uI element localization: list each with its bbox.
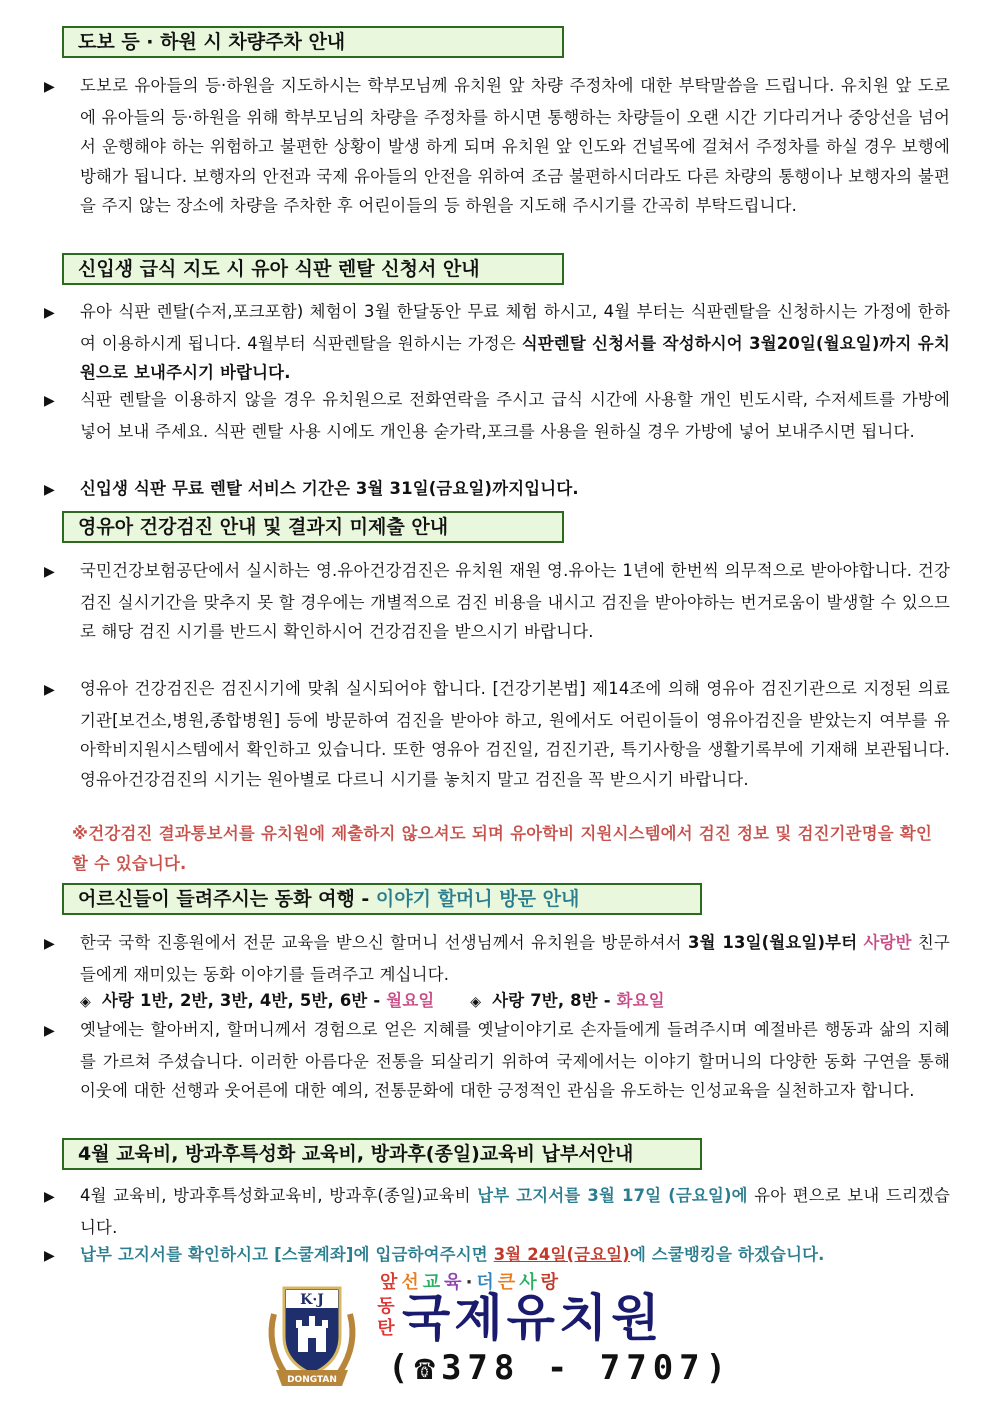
bullet-icon: ▶ bbox=[44, 305, 55, 321]
kindergarten-logo-block bbox=[262, 1268, 733, 1398]
slogan-char: 선 bbox=[401, 1272, 423, 1293]
tuition-paragraph-1: ▶ 4월 교육비, 방과후특성화교육비, 방과후(종일)교육비 납부 고지서를 3월 17일 (금요일)에 유아 편으로 보내 드리겠습니다. bbox=[62, 1181, 950, 1242]
bullet-icon: ▶ bbox=[44, 79, 55, 95]
bullet-icon: ▶ bbox=[44, 564, 55, 580]
svg-text:DONGTAN: DONGTAN bbox=[287, 1375, 337, 1385]
bullet-icon: ▶ bbox=[44, 482, 55, 498]
health-check-paragraph-2: ▶ 영유아 건강검진은 검진시기에 맞춰 실시되어야 합니다. [건강기본법] 제14조에 의해 영유아 검진기관으로 지정된 의료기관[보건소,병원,종합병원] 등에 방문하여 검진을 받아야 하고, 원에서도 어린이들이 영유아검진을 받았는지 여부를 유아학비지원시스템에서 확인하고 있습니다. 또한 영유아 검진일, 검진기관, 특기사항을 생활기록부에 기재해 보관됩니다. 영유아건강검진의 시기는 원아별로 다르니 시기를 놓치지 말고 검진을 꼭 받으시기 바랍니다. bbox=[62, 674, 950, 794]
slogan-char: 교 bbox=[422, 1272, 445, 1293]
storytelling-paragraph-1: ▶ 한국 국학 진흥원에서 전문 교육을 받으신 할머니 선생님께서 유치원을 방문하셔서 3월 13일(월요일)부터 사랑반 친구들에게 재미있는 동화 이야기를 들려주고 계십니다. bbox=[62, 928, 950, 989]
slogan-char: 랑 bbox=[540, 1272, 562, 1293]
slogan-char: 사 bbox=[519, 1272, 541, 1293]
kindergarten-crest-icon bbox=[262, 1274, 362, 1394]
diamond-icon: ◈ bbox=[80, 994, 91, 1010]
parking-paragraph: ▶ 도보로 유아들의 등·하원을 지도하시는 학부모님께 유치원 앞 차량 주정차에 대한 부탁말씀을 드립니다. 유치원 앞 도로에 유아들의 등·하원을 위해 학부모님의 차량을 주정차를 하시면 통행하는 차량들이 오랜 시간 기다리거나 중앙선을 넘어서 운행해야 하는 위험하고 불편한 상황이 발생 하게 되며 유치원 앞 인도와 건널목에 걸쳐서 주정차를 하실 경우 보행에 방해가 됩니다. 보행자의 안전과 국제 유아들의 안전을 위하여 조금 불편하시더라도 다른 차량의 통행이나 보행자의 불편을 주지 않는 장소에 차량을 주차한 후 어린이들의 등 하원을 지도해 주시기를 간곡히 부탁드립니다. bbox=[62, 71, 950, 221]
bullet-icon: ▶ bbox=[44, 682, 55, 698]
meal-rental-paragraph-2: ▶ 식판 렌탈을 이용하지 않을 경우 유치원으로 전화연락을 주시고 급식 시간에 사용할 개인 빈도시락, 수저세트를 가방에 넣어 보내 주세요. 식판 렌탈 사용 시에도 개인용 숟가락,포크를 사용을 원하실 경우 가방에 넣어 보내주시면 됩니다. bbox=[62, 385, 950, 446]
tuition-paragraph-2: ▶ 납부 고지서를 확인하시고 [스쿨계좌]에 입금하여주시면 3월 24일(금요일)에 스쿨뱅킹을 하겠습니다. bbox=[62, 1240, 950, 1272]
section-header-health-check: 영유아 건강검진 안내 및 결과지 미제출 안내 bbox=[62, 511, 564, 543]
health-check-note: ※건강검진 결과통보서를 유치원에 제출하지 않으셔도 되며 유아학비 지원시스템에서 검진 정보 및 검진기관명을 확인 할 수 있습니다. bbox=[72, 824, 932, 873]
section-header-meal-rental: 신입생 급식 지도 시 유아 식판 렌탈 신청서 안내 bbox=[62, 253, 564, 285]
meal-rental-paragraph-1: ▶ 유아 식판 렌탈(수저,포크포함) 체험이 3월 한달동안 무료 체험 하시고, 4월 부터는 식판렌탈을 신청하시는 가정에 한하여 이용하시게 됩니다. 4월부터 식판렌탈을 원하시는 가정은 식판렌탈 신청서를 작성하시어 3월20일(월요일)까지 유치원으로 보내주시기 바랍니다. bbox=[62, 297, 950, 388]
slogan-char: · bbox=[465, 1272, 477, 1293]
section-header-storytelling: 어르신들이 들려주시는 동화 여행 - 이야기 할머니 방문 안내 bbox=[62, 883, 702, 915]
storytelling-schedule: ◈ 사랑 1반, 2반, 3반, 4반, 5반, 6반 - 월요일 ◈ 사랑 7반, 8반 - 화요일 bbox=[62, 986, 932, 1018]
slogan-char: 육 bbox=[444, 1272, 466, 1293]
dongtan-label: 동 탄 bbox=[377, 1296, 395, 1339]
bullet-icon: ▶ bbox=[44, 393, 55, 409]
bullet-icon: ▶ bbox=[44, 1189, 55, 1205]
storytelling-paragraph-2: ▶ 옛날에는 할아버지, 할머니께서 경험으로 얻은 지혜를 옛날이야기로 손자들에게 들려주시며 예절바른 행동과 삶의 지혜를 가르쳐 주셨습니다. 이러한 아름다운 전통을 되살리기 위하여 국제에서는 이야기 할머니의 다양한 동화 구연을 통해 이웃에 대한 선행과 웃어른에 대한 예의, 전통문화에 대한 긍정적인 관심을 유도하는 인성교육을 실천하고자 합니다. bbox=[62, 1015, 950, 1106]
health-check-paragraph-1: ▶ 국민건강보험공단에서 실시하는 영.유아건강검진은 유치원 재원 영.유아는 1년에 한번씩 의무적으로 받아야합니다. 건강검진 실시기간을 맞추지 못 할 경우에는 개별적으로 검진 비용을 내시고 검진을 받아야하는 번거로움이 발생할 수 있으므로 해당 검진 시기를 반드시 확인하시어 건강검진을 받으시기 바랍니다. bbox=[62, 556, 950, 647]
section-header-tuition: 4월 교육비, 방과후특성화 교육비, 방과후(종일)교육비 납부서안내 bbox=[62, 1138, 702, 1170]
bullet-icon: ▶ bbox=[44, 1248, 55, 1264]
section-header-parking: 도보 등 · 하원 시 차량주차 안내 bbox=[62, 26, 564, 58]
meal-rental-paragraph-3: ▶ 신입생 식판 무료 렌탈 서비스 기간은 3월 31일(금요일)까지입니다. bbox=[62, 474, 950, 506]
slogan-char: 큰 bbox=[497, 1272, 520, 1293]
slogan-char: 앞 bbox=[380, 1272, 402, 1293]
phone-number: (☎378 - 7707) bbox=[388, 1348, 733, 1388]
bullet-icon: ▶ bbox=[44, 1023, 55, 1039]
bullet-icon: ▶ bbox=[44, 936, 55, 952]
diamond-icon: ◈ bbox=[470, 994, 482, 1010]
slogan-char: 더 bbox=[476, 1272, 498, 1293]
svg-text:K·J: K·J bbox=[300, 1292, 324, 1308]
kindergarten-name: 국제유치원 bbox=[402, 1288, 664, 1347]
